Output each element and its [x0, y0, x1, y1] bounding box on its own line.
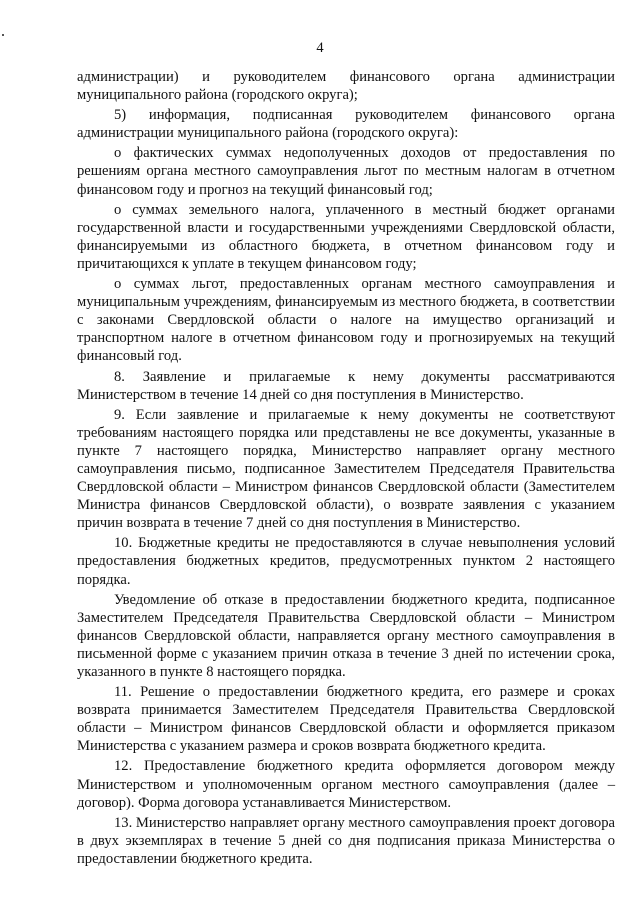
document-body: [77, 68, 615, 870]
paragraph-subitem-land-tax: о суммах земельного налога, уплаченного в местный бюджет органами государственной власти и государственными учреждениями Свердловской области, финансируемыми из областного бюджета, в отчетном финансовом году и причитающихся к уплате в текущем финансовом году;: [77, 201, 615, 272]
paragraph-item-11: 11. Решение о предоставлении бюджетного кредита, его размере и сроках возврата принимается Заместителем Председателя Правительства Свердловской области – Министром финансов Свердловской области и оформляется приказом Министерства с указанием размера и сроков возврата бюджетного кредита.: [77, 684, 615, 755]
paragraph-item-10: 10. Бюджетные кредиты не предоставляются в случае невыполнения условий предоставления бюджетных кредитов, предусмотренных пунктом 2 настоящего порядка.: [77, 535, 615, 588]
paragraph-refusal-notice: Уведомление об отказе в предоставлении бюджетного кредита, подписанное Заместителем Председателя Правительства Свердловской области – Министром финансов Свердловской области, направляется органу местного самоуправления в письменной форме с указанием причин отказа в течение 3 дней по истечении срока, указанного в пункте 8 настоящего порядка.: [77, 591, 615, 680]
scan-mark: [2, 34, 4, 36]
paragraph-item-9: 9. Если заявление и прилагаемые к нему документы не соответствуют требованиям настоящего порядка или представлены не все документы, указанные в пункте 7 настоящего порядка, Министерство направляет органу местного самоуправления письмо, подписанное Заместителем Председателя Правительства Свердловской области – Министром финансов Свердловской области (Заместителем Министра финансов Свердловской области), о возврате заявления с указанием причин возврата в течение 7 дней со дня поступления в Министерство.: [77, 406, 615, 532]
paragraph-item-13: 13. Министерство направляет органу местного самоуправления проект договора в двух экземплярах в течение 5 дней со дня подписания приказа Министерства о предоставлении бюджетного кредита.: [77, 814, 615, 867]
paragraph-item-12: 12. Предоставление бюджетного кредита оформляется договором между Министерством и уполномоченным органом местного самоуправления (далее – договор). Форма договора устанавливается Министерством.: [77, 758, 615, 811]
paragraph-subitem-lost-revenue: о фактических суммах недополученных доходов от предоставления по решениям органа местного самоуправления льгот по местным налогам в отчетном финансовом году и прогноз на текущий финансовый год;: [77, 145, 615, 198]
paragraph-subitem-tax-benefits: о суммах льгот, предоставленных органам местного самоуправления и муниципальным учреждениям, финансируемым из местного бюджета, в соответствии с законами Свердловской области о налоге на имущество организаций и транспортном налоге в отчетном финансовом году и прогнозируемых на текущий финансовый год.: [77, 276, 615, 365]
paragraph-item-8: 8. Заявление и прилагаемые к нему документы рассматриваются Министерством в течение 14 дней со дня поступления в Министерство.: [77, 368, 615, 403]
page-number: 4: [316, 40, 324, 56]
paragraph-continuation: администрации) и руководителем финансового органа администрации муниципального района (городского округа);: [77, 69, 615, 104]
paragraph-item-5: 5) информация, подписанная руководителем финансового органа администрации муниципального района (городского округа):: [77, 107, 615, 142]
